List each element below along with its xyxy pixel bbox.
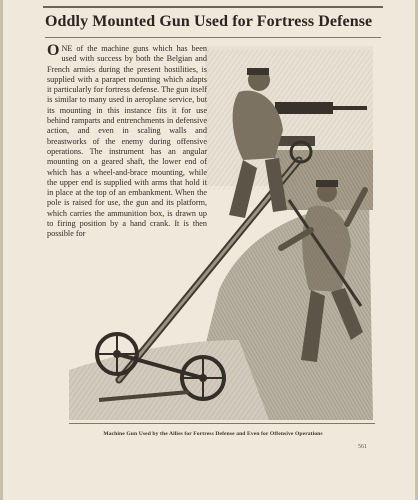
top-rule: [43, 6, 383, 8]
page-number: 561: [358, 444, 367, 450]
title-divider: [45, 37, 381, 38]
article-title: Oddly Mounted Gun Used for Fortress Defense: [45, 13, 373, 30]
illustration-caption: Machine Gun Used by the Allies for Fortress Defense and Even for Offensive Operations: [103, 431, 323, 437]
article-body: [47, 44, 207, 240]
caption-divider: [69, 423, 375, 424]
article-paragraph: NE of the machine guns which has been used with success by both the Belgian and French armies during the present hostilities, is supplied with a parapet mounting which adapts it particularly for fortress defense. The gun itself is similar to many used in aeroplane service, but its mounting in this instance fits it for use behind ramparts and entrenchments in defensive action, and even in scaling walls and breastworks of the enemy during offensive operations. The instrument has an angular mounting on a geared shaft, the lower end of which has a wheel-and-brace mounting, while the upper end is supplied with arms that hold it in place at the top of an embankment. When the pole is raised for use, the gun and its platform, which carries the ammunition box, is drawn up to firing position by a hand crank. It is then possible for: [47, 44, 207, 239]
drop-cap: O: [47, 42, 60, 59]
